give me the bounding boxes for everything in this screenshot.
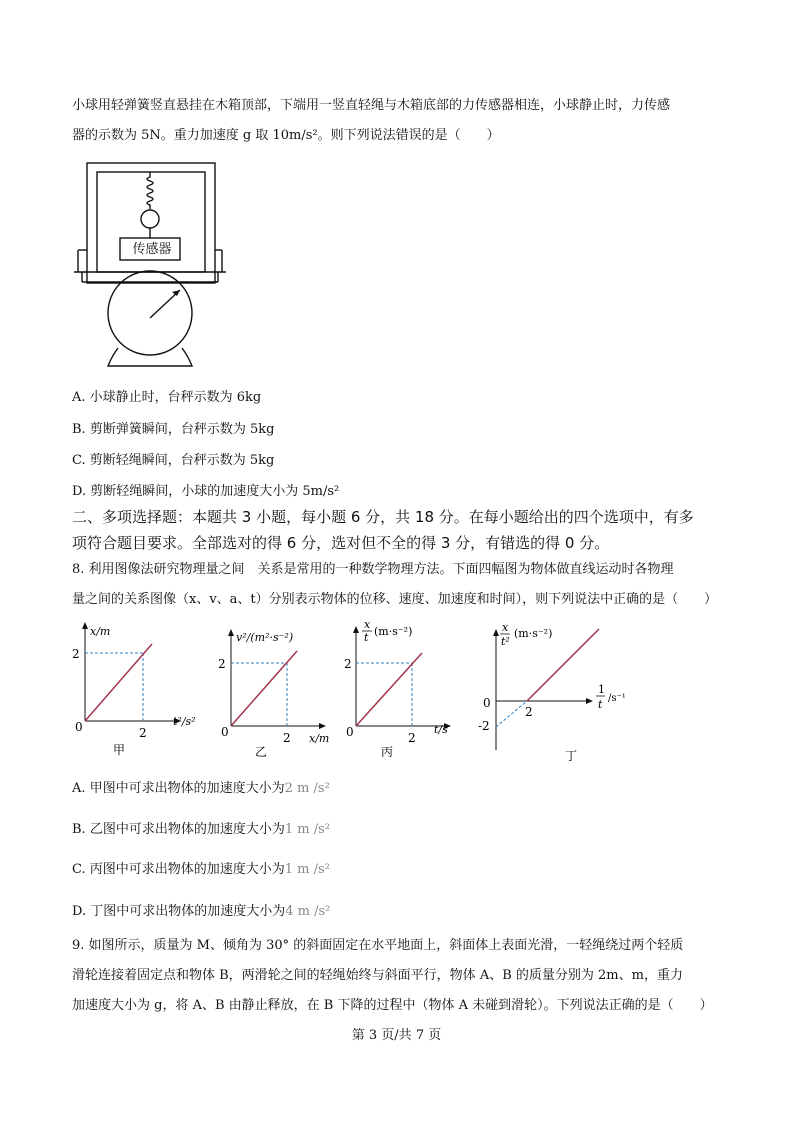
graph-yi-ytick: 2	[218, 657, 226, 671]
graph-jia-caption: 甲	[113, 743, 126, 757]
graph-ding-origin: 0	[483, 696, 491, 710]
q8-option-b-value: 1 m /s²	[284, 822, 330, 837]
q8-option-b	[72, 818, 330, 837]
q8-option-a-text: A. 甲图中可求出物体的加速度大小为	[72, 781, 285, 796]
q8-option-d-value: 4 m /s²	[285, 904, 331, 919]
q8-option-d-text: D. 丁图中可求出物体的加速度大小为	[72, 904, 286, 919]
graph-jia-origin: 0	[75, 720, 83, 734]
graph-jia	[72, 623, 196, 757]
graph-ding-xlabel-den: t	[598, 698, 603, 711]
q7-option-b: B. 剪断弹簧瞬间，台秤示数为 5kg	[72, 422, 275, 437]
graph-jia-xtick: 2	[139, 726, 147, 740]
dial-needle-arrow	[172, 290, 180, 296]
graph-ding-ytick: -2	[478, 719, 490, 733]
graph-yi-xlabel: x/m	[309, 732, 330, 745]
graph-ding-ylabel-unit: (m·s⁻²)	[514, 627, 553, 640]
q7-option-a: A. 小球静止时，台秤示数为 6kg	[72, 390, 262, 405]
graph-yi-caption: 乙	[255, 745, 268, 759]
scale-box-figure	[70, 160, 230, 370]
sensor-label: 传感器	[132, 242, 172, 257]
page-footer: 第 3 页/共 7 页	[351, 1028, 442, 1043]
graph-bing-ylabel-den: t	[364, 631, 369, 644]
graph-bing-ylabel-unit: (m·s⁻²)	[374, 625, 413, 638]
graph-jia-ytick: 2	[72, 647, 80, 661]
q8-line-1: 8. 利用图像法研究物理量之间 关系是常用的一种数学物理方法。下面四幅图为物体做直线运动时各物理	[72, 562, 674, 577]
q7-line-1: 小球用轻弹簧竖直悬挂在木箱顶部，下端用一竖直轻绳与木箱底部的力传感器相连，小球静止时，力传感	[72, 98, 671, 113]
q8-graphs	[70, 615, 650, 775]
q9-line-1: 9. 如图所示，质量为 M、倾角为 30° 的斜面固定在水平地面上，斜面体上表面光滑，一轻绳绕过两个轻质	[72, 938, 684, 953]
q8-option-c	[72, 858, 330, 877]
graph-bing	[344, 618, 450, 759]
graph-bing-caption: 丙	[381, 745, 394, 759]
graph-ding-ylabel-num: x	[502, 621, 509, 634]
ball	[141, 210, 159, 228]
graph-ding	[478, 621, 626, 763]
graph-bing-ylabel-num: x	[364, 618, 371, 631]
section-2-line-2: 项符合题目要求。全部选对的得 6 分，选对但不全的得 3 分，有错选的得 0 分。	[72, 534, 610, 552]
q7-line-2: 器的示数为 5N。重力加速度 g 取 10m/s²。则下列说法错误的是（ ）	[72, 128, 500, 143]
graph-yi	[218, 630, 329, 759]
section-2-line-1: 二、多项选择题：本题共 3 小题，每小题 6 分，共 18 分。在每小题给出的四个选项中，有多	[72, 508, 694, 526]
graph-bing-ytick: 2	[344, 657, 352, 671]
graph-ding-xtick: 2	[525, 705, 533, 719]
q8-option-d	[72, 900, 330, 919]
q8-option-c-value: 1 m /s²	[284, 862, 330, 877]
graph-ding-xlabel-num: 1	[598, 683, 605, 696]
graph-ding-caption: 丁	[565, 749, 578, 763]
q8-option-a-value: 2 m /s²	[284, 781, 330, 796]
graph-ding-dash-extension	[496, 701, 527, 727]
spring	[147, 172, 153, 209]
q7-option-c: C. 剪断轻绳瞬间，台秤示数为 5kg	[72, 453, 275, 468]
graph-yi-xtick: 2	[283, 731, 291, 745]
q7-option-d: D. 剪断轻绳瞬间，小球的加速度大小为 5m/s²	[72, 484, 340, 499]
q8-option-a	[72, 777, 330, 796]
q8-line-2: 量之间的关系图像（x、v、a、t）分别表示物体的位移、速度、加速度和时间），则下列说法中正确的是（ ）	[72, 592, 718, 607]
graph-bing-xlabel: t/s	[434, 723, 448, 736]
graph-jia-xlabel: t²/s²	[173, 715, 196, 728]
graph-jia-ylabel: x/m	[90, 625, 111, 638]
graph-ding-ylabel-den: t²	[501, 635, 510, 648]
graph-yi-origin: 0	[221, 725, 229, 739]
q9-line-3: 加速度大小为 g，将 A、B 由静止释放，在 B 下降的过程中（物体 A 未碰到滑轮）。下列说法正确的是（ ）	[72, 998, 713, 1013]
q9-line-2: 滑轮连接着固定点和物体 B，两滑轮之间的轻绳始终与斜面平行，物体 A、B 的质量分别为 2m、m，重力	[72, 968, 683, 983]
graph-bing-origin: 0	[346, 725, 354, 739]
q8-option-c-text: C. 丙图中可求出物体的加速度大小为	[72, 862, 285, 877]
q8-option-b-text: B. 乙图中可求出物体的加速度大小为	[72, 822, 285, 837]
graph-bing-xtick: 2	[408, 731, 416, 745]
graph-ding-xlabel-unit: /s⁻¹	[608, 693, 626, 704]
graph-jia-line	[85, 644, 152, 721]
graph-yi-ylabel: v²/(m²·s⁻²)	[236, 631, 294, 644]
